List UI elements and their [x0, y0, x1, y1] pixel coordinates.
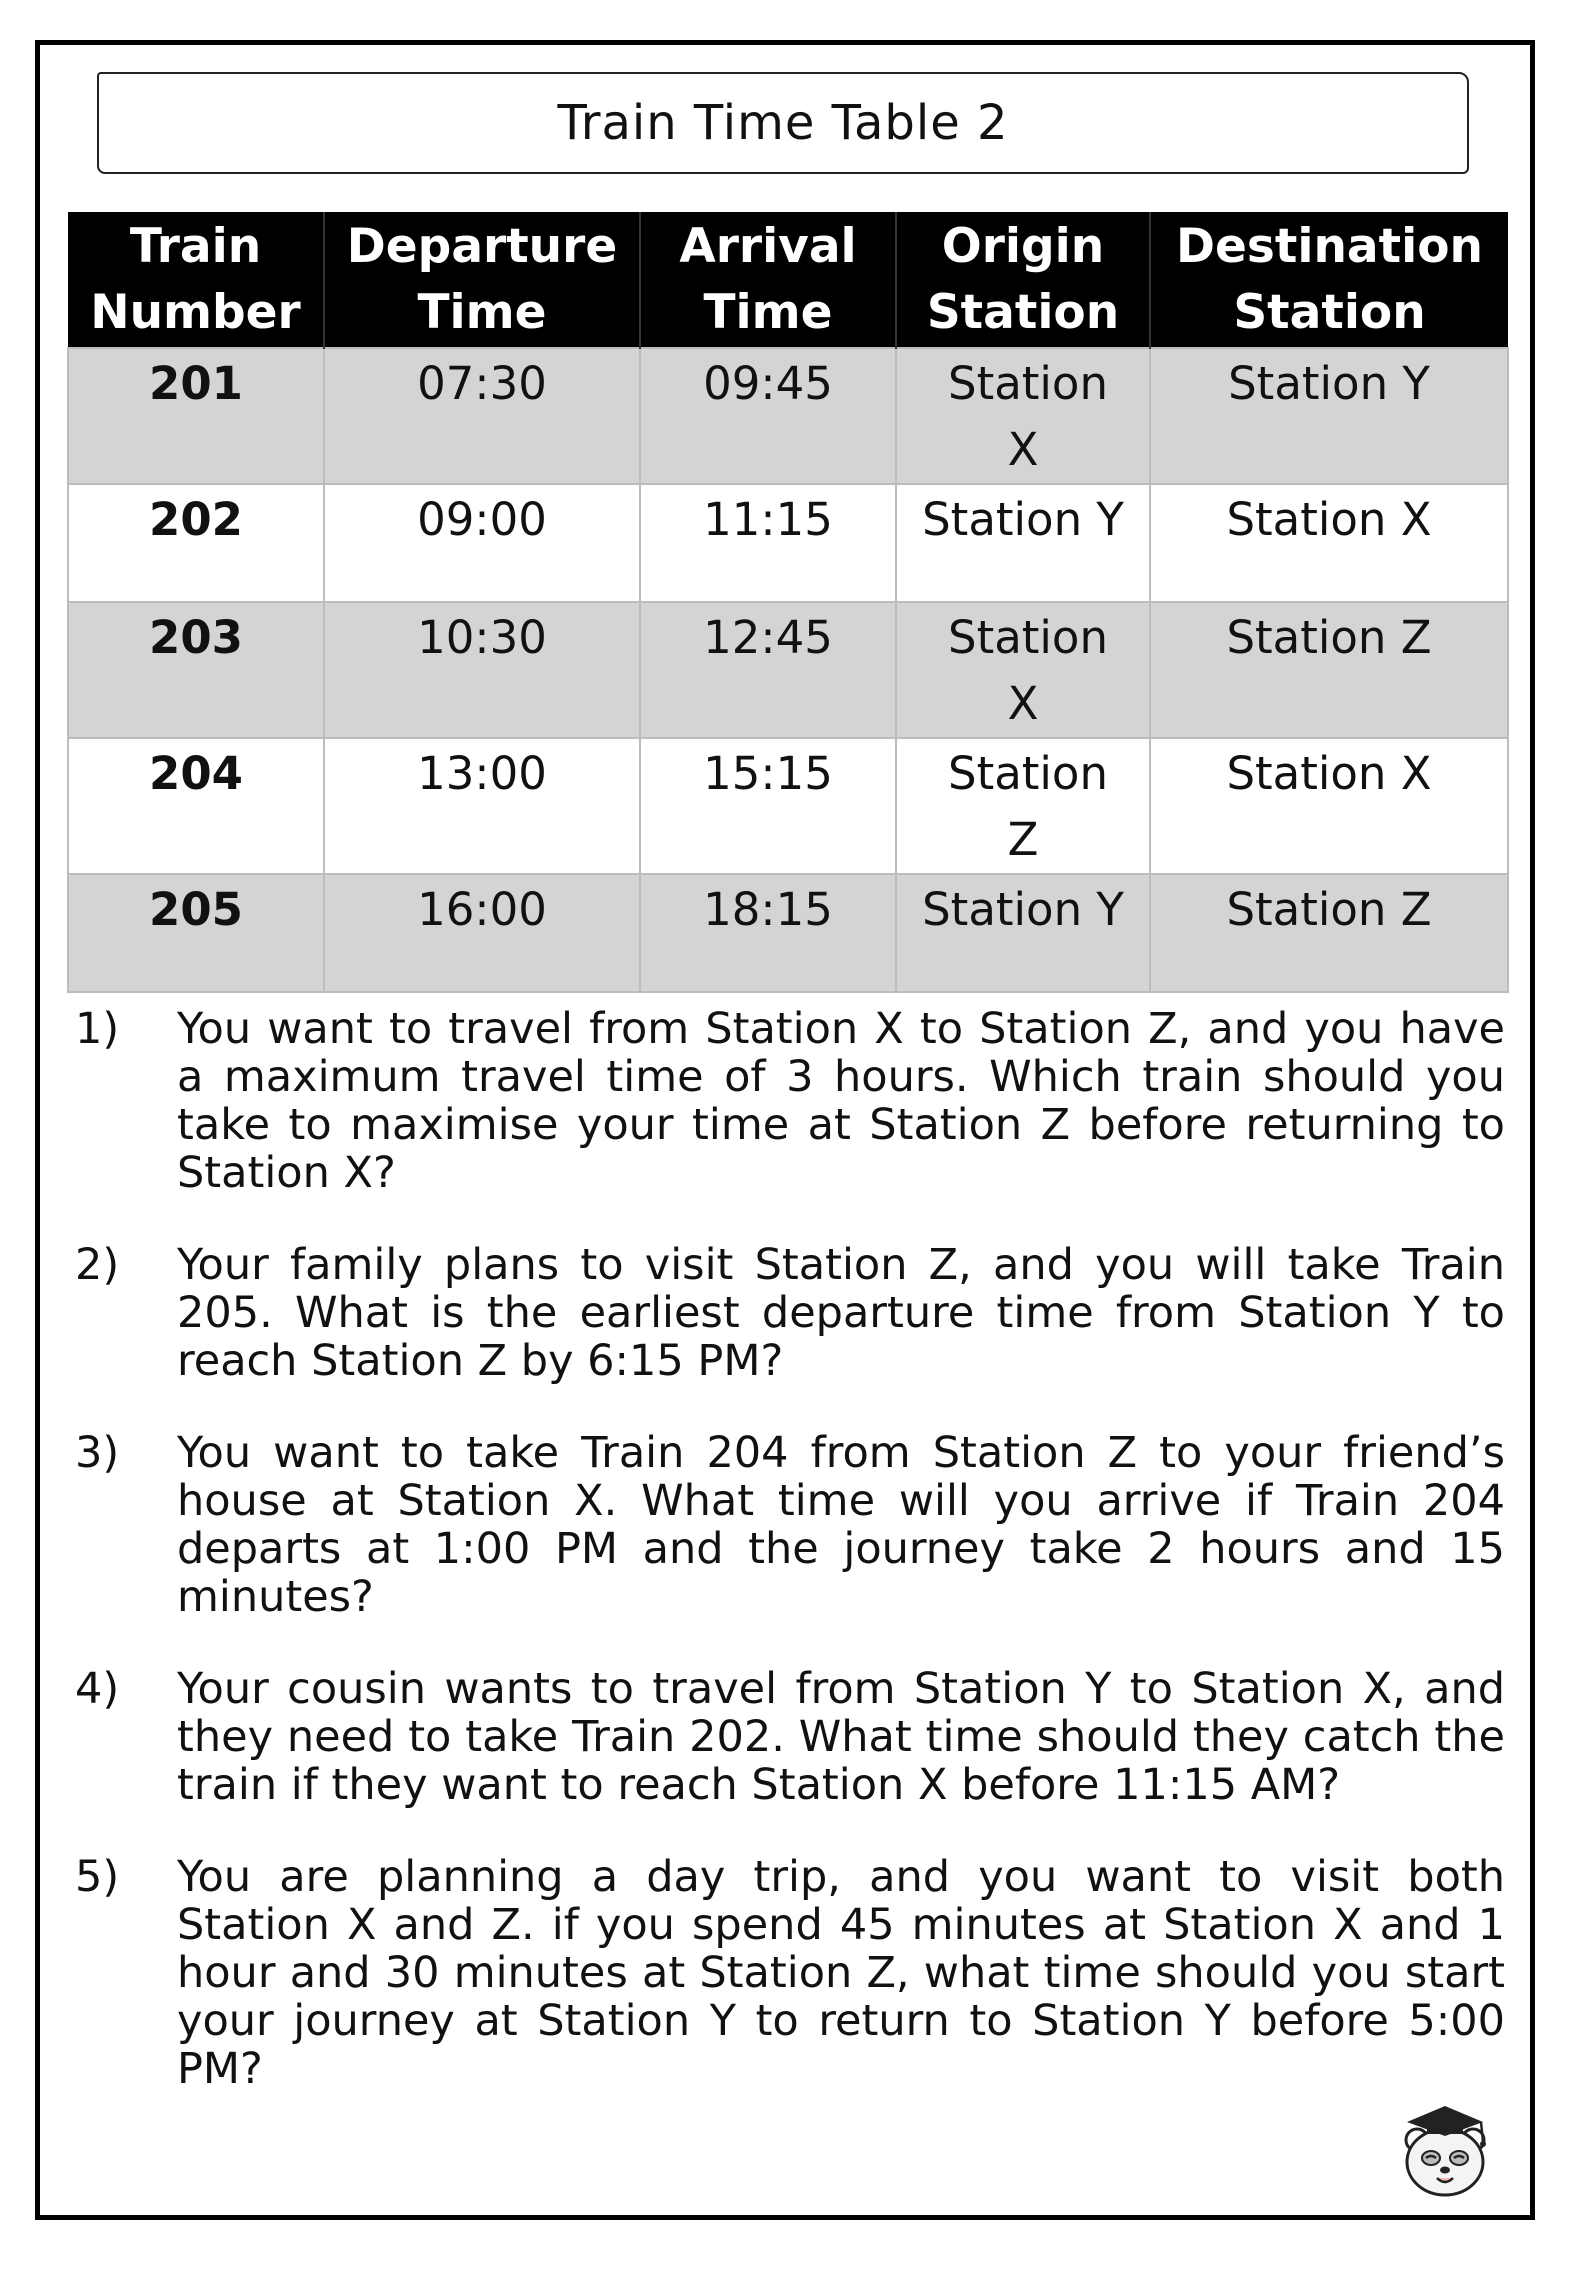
- train-number-cell: 203: [68, 602, 324, 738]
- departure-cell: 09:00: [324, 484, 640, 602]
- arrival-cell: 12:45: [640, 602, 896, 738]
- header-arrival-time: Arrival Time: [640, 212, 896, 348]
- destination-cell: Station Z: [1150, 602, 1508, 738]
- arrival-cell: 11:15: [640, 484, 896, 602]
- question-item: [75, 1665, 1505, 1809]
- question-number: 3): [75, 1428, 120, 1478]
- page-title-text: Train Time Table 2: [557, 95, 1009, 151]
- table-row: [68, 484, 1508, 602]
- arrival-cell: 15:15: [640, 738, 896, 874]
- departure-cell: 16:00: [324, 874, 640, 992]
- origin-cell: Station Z: [896, 738, 1150, 874]
- origin-cell: Station Y: [896, 874, 1150, 992]
- header-destination-station: Destination Station: [1150, 212, 1508, 348]
- table-row: [68, 348, 1508, 484]
- departure-cell: 07:30: [324, 348, 640, 484]
- panda-graduate-icon: [1395, 2100, 1495, 2200]
- table-row: [68, 602, 1508, 738]
- destination-cell: Station X: [1150, 738, 1508, 874]
- table-row: [68, 738, 1508, 874]
- page-title: [97, 72, 1469, 174]
- train-timetable: [67, 212, 1509, 993]
- question-number: 5): [75, 1852, 120, 1902]
- question-number: 2): [75, 1240, 120, 1290]
- header-train-number: Train Number: [68, 212, 324, 348]
- question-text: You want to travel from Station X to Station Z, and you have a maximum travel time of 3 hours. Which train should you take to maximise your time at Station Z before returning to Station X?: [177, 1004, 1505, 1198]
- origin-cell: Station X: [896, 602, 1150, 738]
- question-text: You are planning a day trip, and you want to visit both Station X and Z. if you spend 45 minutes at Station X and 1 hour and 30 minutes at Station Z, what time should you start your journey at Station Y to return to Station Y before 5:00 PM?: [177, 1852, 1505, 2094]
- question-list: [75, 1005, 1505, 2137]
- question-number: 4): [75, 1664, 120, 1714]
- origin-cell: Station Y: [896, 484, 1150, 602]
- arrival-cell: 09:45: [640, 348, 896, 484]
- train-number-cell: 202: [68, 484, 324, 602]
- destination-cell: Station Z: [1150, 874, 1508, 992]
- question-item: [75, 1241, 1505, 1385]
- table-row: [68, 874, 1508, 992]
- header-origin-station: Origin Station: [896, 212, 1150, 348]
- question-text: Your family plans to visit Station Z, and you will take Train 205. What is the earliest departure time from Station Y to reach Station Z by 6:15 PM?: [177, 1240, 1505, 1386]
- train-number-cell: 201: [68, 348, 324, 484]
- origin-cell: Station X: [896, 348, 1150, 484]
- departure-cell: 13:00: [324, 738, 640, 874]
- table-header-row: [68, 212, 1508, 348]
- question-number: 1): [75, 1004, 120, 1054]
- train-number-cell: 204: [68, 738, 324, 874]
- arrival-cell: 18:15: [640, 874, 896, 992]
- departure-cell: 10:30: [324, 602, 640, 738]
- question-text: You want to take Train 204 from Station Z to your friend’s house at Station X. What time will you arrive if Train 204 departs at 1:00 PM and the journey take 2 hours and 15 minutes?: [177, 1428, 1505, 1622]
- train-number-cell: 205: [68, 874, 324, 992]
- destination-cell: Station X: [1150, 484, 1508, 602]
- question-item: [75, 1429, 1505, 1621]
- question-item: [75, 1853, 1505, 2093]
- question-item: [75, 1005, 1505, 1197]
- question-text: Your cousin wants to travel from Station Y to Station X, and they need to take Train 202. What time should they catch the train if they want to reach Station X before 11:15 AM?: [177, 1664, 1505, 1810]
- destination-cell: Station Y: [1150, 348, 1508, 484]
- header-departure-time: Departure Time: [324, 212, 640, 348]
